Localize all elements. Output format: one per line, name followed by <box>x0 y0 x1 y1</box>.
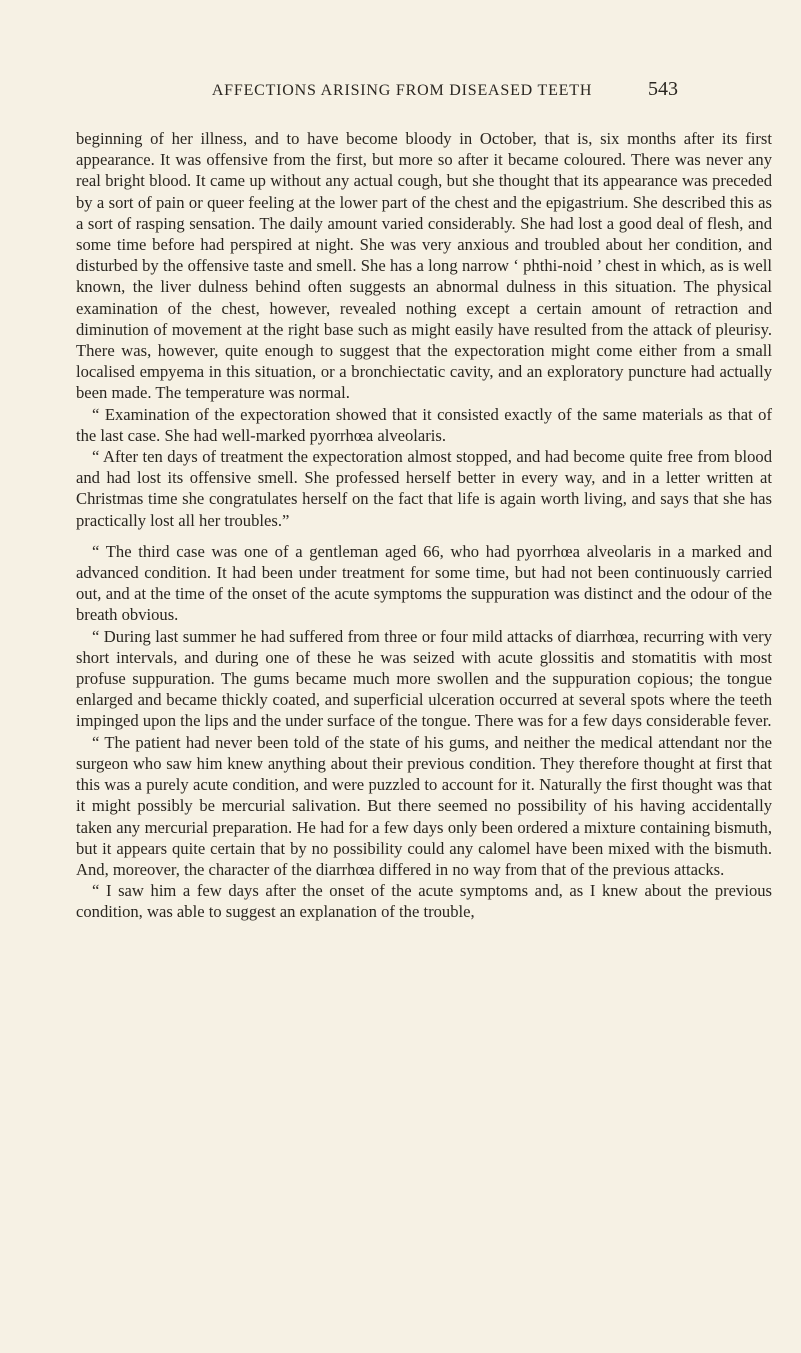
running-title: AFFECTIONS ARISING FROM DISEASED TEETH <box>211 82 593 99</box>
paragraph: “ During last summer he had suffered from three or four mild attacks of diarrhœa, recurring with very short intervals, and during one of these he was seized with acute glossitis and stomatitis with most profuse suppuration. The gums became much more swollen and the suppuration copious; the tongue enlarged and became thickly coated, and superficial ulceration occurred at several spots where the teeth impinged upon the lips and the under surface of the tongue. There was for a few days considerable fever. <box>76 626 772 731</box>
paragraph: “ The third case was one of a gentleman aged 66, who had pyorrhœa alveolaris in a marked and advanced condition. It had been under treatment for some time, but had not been continuously carried out, and at the time of the onset of the acute symptoms the suppuration was distinct and the odour of the breath obvious. <box>76 541 772 625</box>
paragraph: “ The patient had never been told of the state of his gums, and neither the medical attendant nor the surgeon who saw him knew anything about their previous condition. They therefore thought at first that this was a purely acute condition, and were puzzled to account for it. Naturally the first thought was that it might possibly be mercurial salivation. But there seemed no possibility of his having accidentally taken any mercurial preparation. He had for a few days only been ordered a mixture containing bismuth, but it appears quite certain that by no possibility could any calomel have been mixed with the bismuth. And, moreover, the character of the diarrhœa differed in no way from that of the previous attacks. <box>76 732 772 879</box>
page-body <box>76 128 772 923</box>
paragraph: “ After ten days of treatment the expectoration almost stopped, and had become quite free from blood and had lost its offensive smell. She professed herself better in every way, and in a letter written at Christmas time she congratulates herself on the fact that life is again worth living, and says that she has practically lost all her troubles.” <box>76 447 772 530</box>
paragraph: “ Examination of the expectoration showed that it consisted exactly of the same materials as that of the last case. She had well-marked pyorrhœa alveolaris. <box>76 404 772 445</box>
paragraph: beginning of her illness, and to have become bloody in October, that is, six months after its first appearance. It was offensive from the first, but more so after it became coloured. There was never any real bright blood. It came up without any actual cough, but she thought that its appearance was preceded by a sort of pain or queer feeling at the lower part of the chest and the epigastrium. She described this as a sort of rasping sensation. The daily amount varied considerably. She had lost a good deal of flesh, and some time before had perspired at night. She was very anxious and troubled about her condition, and disturbed by the offensive taste and smell. She has a long narrow ‘ phthi-noid ’ chest in which, as is well known, the liver dulness behind often suggests an abnormal dulness in this situation. The physical examination of the chest, however, revealed nothing except a certain amount of retraction and diminution of movement at the right base such as might easily have resulted from the attack of pleurisy. There was, however, quite enough to suggest that the expectoration might come either from a small localised empyema in this situation, or a bronchiectatic cavity, and an exploratory puncture had actually been made. The temperature was normal. <box>76 129 772 403</box>
page-number: 543 <box>648 78 678 100</box>
paragraph: “ I saw him a few days after the onset of the acute symptoms and, as I knew about the previous condition, was able to suggest an explanation of the trouble, <box>76 881 772 922</box>
